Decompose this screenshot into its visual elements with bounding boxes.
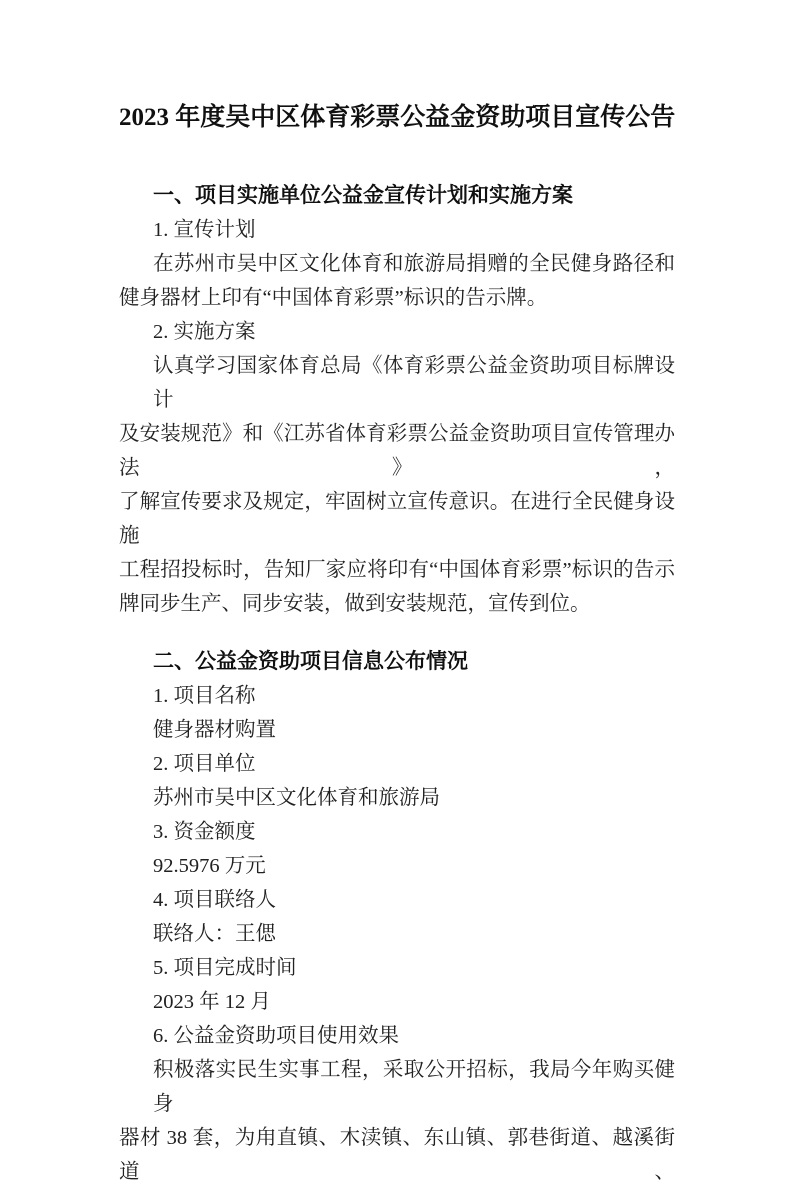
doc-line: 4. 项目联络人 [153, 889, 276, 911]
section2-heading: 二、公益金资助项目信息公布情况 [153, 650, 468, 673]
doc-line: 6. 公益金资助项目使用效果 [153, 1025, 399, 1047]
doc-line: 1. 宣传计划 [153, 219, 256, 241]
doc-line: 联络人：王偲 [153, 923, 276, 945]
doc-line: 认真学习国家体育总局《体育彩票公益金资助项目标牌设计 [153, 355, 675, 411]
doc-line: 积极落实民生实事工程，采取公开招标，我局今年购买健身 [153, 1059, 675, 1115]
doc-line: 在苏州市吴中区文化体育和旅游局捐赠的全民健身路径和 [153, 253, 675, 275]
doc-line: 2. 实施方案 [153, 321, 256, 343]
doc-line: 3. 资金额度 [153, 821, 256, 843]
doc-line: 及安装规范》和《江苏省体育彩票公益金资助项目宣传管理办法》， [119, 423, 675, 479]
doc-line: 92.5976 万元 [153, 855, 266, 877]
doc-line: 工程招投标时，告知厂家应将印有“中国体育彩票”标识的告示 [119, 559, 675, 581]
doc-line: 牌同步生产、同步安装，做到安装规范，宣传到位。 [119, 593, 591, 615]
doc-line: 5. 项目完成时间 [153, 957, 297, 979]
doc-line: 健身器材上印有“中国体育彩票”标识的告示牌。 [119, 287, 548, 309]
section1-heading: 一、项目实施单位公益金宣传计划和实施方案 [153, 184, 573, 207]
doc-line: 2. 项目单位 [153, 753, 256, 775]
doc-line: 2023 年 12 月 [153, 991, 271, 1013]
doc-line: 器材 38 套，为甪直镇、木渎镇、东山镇、郭巷街道、越溪街道、 [119, 1127, 675, 1183]
doc-line: 苏州市吴中区文化体育和旅游局 [153, 787, 440, 809]
doc-line: 1. 项目名称 [153, 685, 256, 707]
doc-line: 了解宣传要求及规定，牢固树立宣传意识。在进行全民健身设施 [119, 491, 675, 547]
doc-line: 健身器材购置 [153, 719, 276, 741]
document-title: 2023 年度吴中区体育彩票公益金资助项目宣传公告 [119, 104, 676, 131]
document-content [119, 0, 675, 1189]
